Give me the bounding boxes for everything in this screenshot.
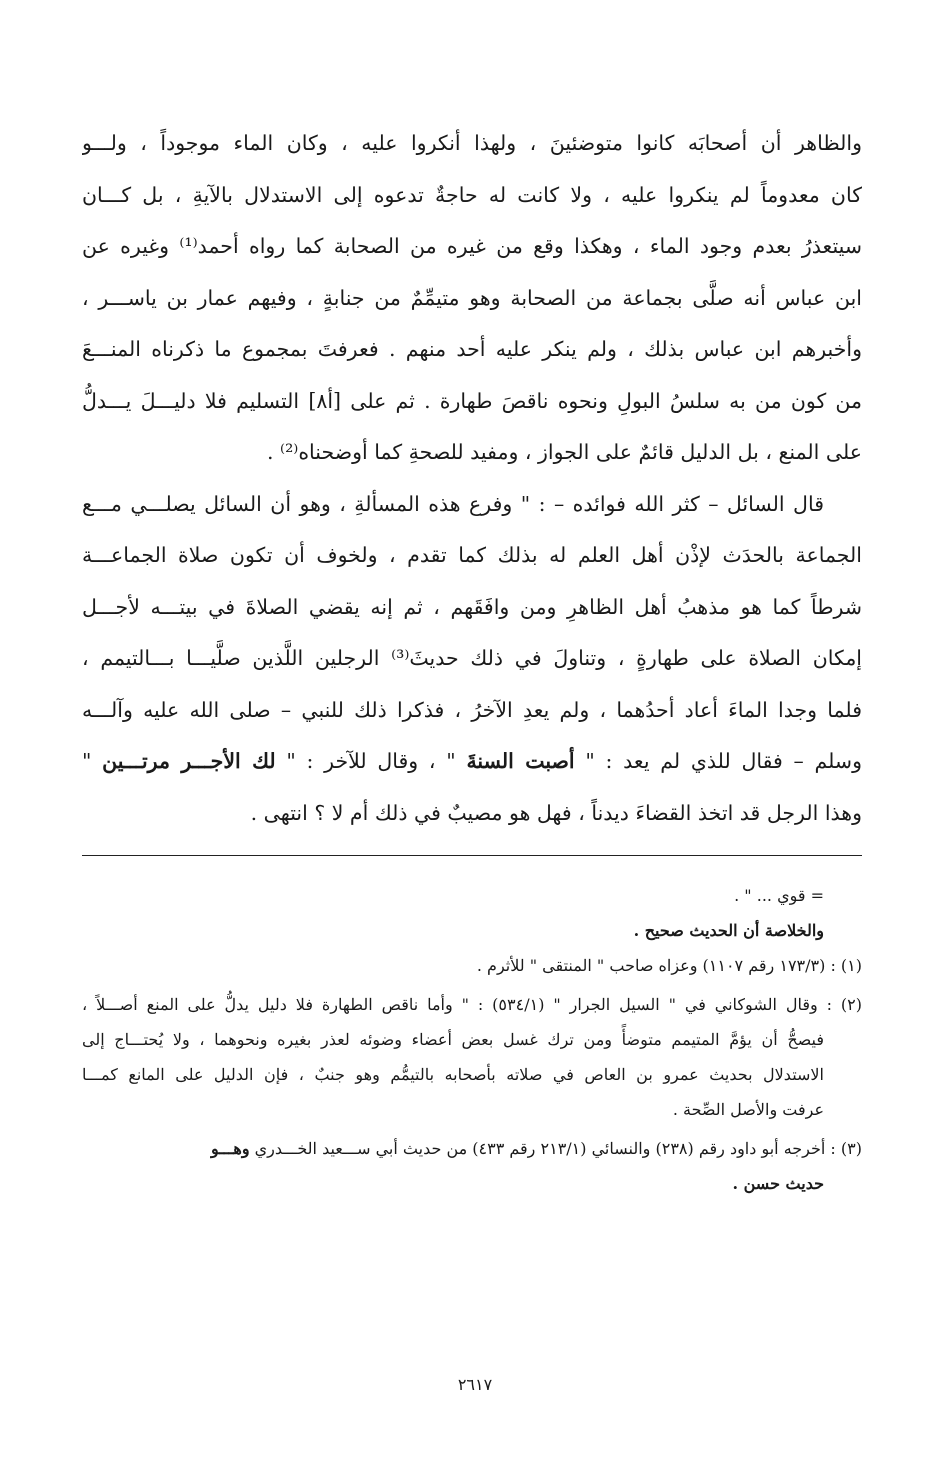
body-line: وهذا الرجل قد اتخذ القضاءَ ديدناً ، فهل هو مصيبٌ في ذلك أم لا ؟ انتهى . — [250, 800, 862, 825]
body-line: فلما وجدا الماءَ أعاد أحدُهما ، ولم يعدِ الآخرُ ، فذكرا ذلك للنبي – صلى الله عليه وآلـــه — [82, 697, 862, 722]
page-number: ٢٦١٧ — [457, 1375, 493, 1394]
footnote-continuation: = قوي ... " . — [734, 886, 824, 905]
footnote-2-line: الاستدلال بحديث عمرو بن العاص في صلاته بأصحابه بالتيمُّم وهو جنبٌ ، فإن الدليل على المانع كمـــا — [82, 1065, 824, 1084]
body-line: كان معدوماً لم ينكروا عليه ، ولا كانت له حاجةٌ تدعوه إلى الاستدلال بالآيةِ ، بل كـــان — [82, 182, 862, 207]
footnote-2-line: فيصحُّ أن يؤمَّ المتيمم متوضأً ومن ترك غسل بعض أعضاء وضوئه لعذر بغيره ونحوهما ، ولا يُحتـــاج إلى — [82, 1030, 824, 1049]
main-text — [82, 118, 862, 839]
body-line: والظاهر أن أصحابَه كانوا متوضئينَ ، ولهذا أنكروا عليه ، وكان الماء موجوداً ، ولـــو — [82, 131, 862, 155]
footnote-2-line: (٢) : وقال الشوكاني في " السيل الجرار " (٥٣٤/١) : " وأما ناقص الطهارة فلا دليل يدلُّ على المنع أصـــلاً ، — [82, 995, 862, 1014]
line-text: وسلم – فقال للذي لم يعد : " — [574, 749, 862, 773]
body-line: سيتعذرُ بعدم وجود الماء ، وهكذا وقع من غيره من الصحابة كما رواه أحمد⁽¹⁾ وغيره عن — [82, 234, 862, 258]
footnote-3-line — [82, 1131, 862, 1166]
body-line: وأخبرهم ابن عباس بذلك ، ولم ينكر عليه أحد منهم . فعرفتَ بمجموع ما ذكرناه المنـــعَ — [82, 337, 862, 361]
footnote-3-text: (٣) : أخرجه أبو داود رقم (٢٣٨) والنسائي (٢١٣/١ رقم ٤٣٣) من حديث أبي ســـعيد الخـــدري — [249, 1139, 862, 1158]
footnote-1: (١) : (١٧٣/٣ رقم ١١٠٧) وعزاه صاحب " المنتقى " للأثرم . — [476, 956, 862, 975]
hadith-quote: لك الأجـــر مرتـــين — [102, 749, 276, 773]
footnote-3-bold: وهـــو — [211, 1139, 250, 1158]
footnote-conclusion: والخلاصة أن الحديث صحيح . — [633, 921, 824, 940]
line-text: " — [82, 749, 103, 773]
line-text: " ، وقال للآخر : " — [275, 749, 467, 773]
footnote-3-grade: حديث حسن . — [732, 1174, 824, 1193]
body-line: الجماعة بالحدَث لإذْن أهل العلم له بذلك كما تقدم ، ولخوف أن تكون صلاة الجماعـــة — [82, 543, 862, 567]
footnote-2-line: عرفت والأصل الصِّحة . — [672, 1100, 824, 1119]
body-line: قال السائل – كثر الله فوائده – : " وفرع هذه المسألةِ ، وهو أن السائل يصلـــي مـــع — [82, 491, 824, 516]
body-line: إمكان الصلاة على طهارةٍ ، وتناولَ في ذلك حديثَ⁽³⁾ الرجلين اللَّذين صلَّيـــا بـــالتيمم ، — [82, 646, 862, 670]
footnote-separator — [82, 855, 862, 856]
body-line: شرطاً كما هو مذهبُ أهل الظاهرِ ومن وافَقَهم ، ثم إنه يقضي الصلاةَ في بيتـــه لأجـــل — [82, 594, 862, 619]
body-line-with-quotes — [82, 736, 862, 788]
hadith-quote: أصبت السنةَ — [466, 749, 575, 773]
body-line: على المنع ، بل الدليل قائمٌ على الجواز ، ومفيد للصحةِ كما أوضحناه⁽²⁾ . — [266, 440, 862, 464]
footnotes — [82, 878, 862, 1201]
body-line: ابن عباس أنه صلَّى بجماعة من الصحابة وهو متيمِّمٌ من جنابةٍ ، وفيهم عمار بن ياســـر ، — [82, 285, 862, 310]
body-line: من كون من به سلسُ البولِ ونحوه ناقصَ طهارة . ثم على [أ٨] التسليم فلا دليـــلَ يـــدلُّ — [82, 388, 862, 413]
